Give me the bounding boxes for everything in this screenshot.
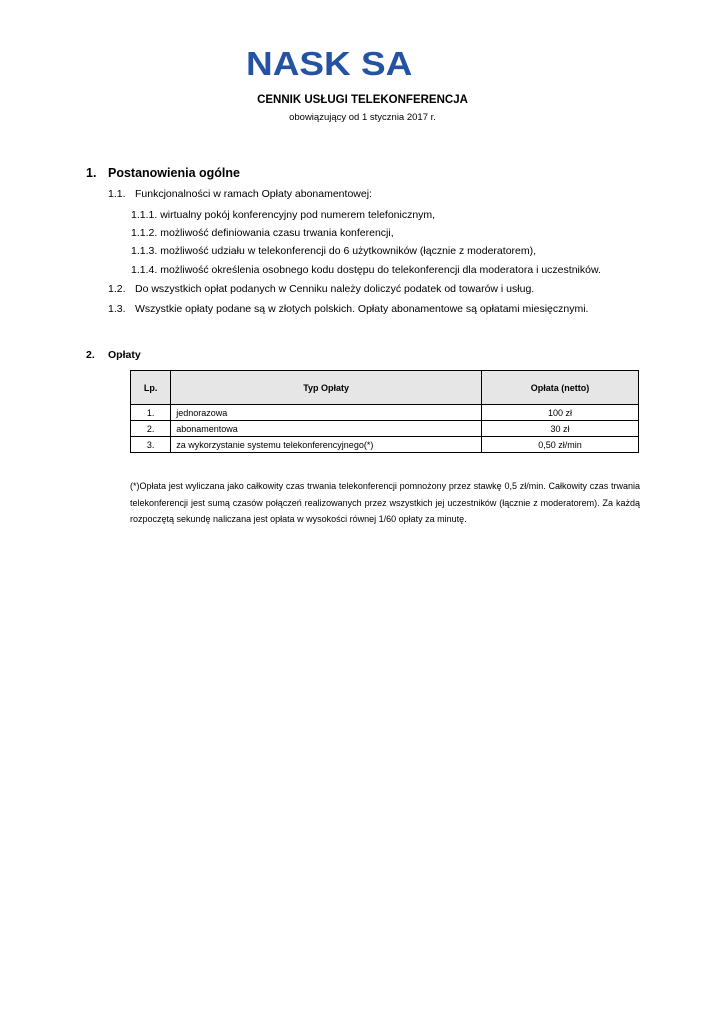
footnote: (*)Opłata jest wyliczana jako całkowity czas trwania telekonferencji pomnożony przez stawkę 0,5 zł/min. Całkowity czas trwania telekonferencji jest sumą czasów połączeń realizowanych przez wszystkich jej uczestników (łącznie z moderatorem). Za każdą rozpoczętą sekundę naliczana jest opłata w wysokości równej 1/60 opłaty za minutę. bbox=[130, 481, 640, 524]
item-number: 1.3. bbox=[108, 303, 126, 315]
list-item-1-1-4 bbox=[131, 264, 601, 276]
cell-fee: 0,50 zł/min bbox=[482, 437, 639, 453]
list-item-1-2 bbox=[108, 283, 534, 295]
column-header-fee: Opłata (netto) bbox=[482, 371, 639, 405]
item-number: 1.1.4. bbox=[131, 264, 158, 276]
item-text: Wszystkie opłaty podane są w złotych polskich. Opłaty abonamentowe są opłatami miesięcznymi. bbox=[135, 303, 589, 315]
section-number: 2. bbox=[86, 349, 95, 361]
item-text: wirtualny pokój konferencyjny pod numerem telefonicznym, bbox=[160, 209, 436, 221]
section-title: Opłaty bbox=[108, 349, 141, 361]
cell-fee: 100 zł bbox=[482, 405, 639, 421]
item-text: możliwość udziału w telekonferencji do 6 użytkowników (łącznie z moderatorem), bbox=[160, 245, 537, 257]
table-row bbox=[131, 405, 639, 421]
item-number: 1.1.1. bbox=[131, 209, 158, 221]
cell-fee: 30 zł bbox=[482, 421, 639, 437]
section-2-heading bbox=[86, 349, 141, 361]
item-text: Funkcjonalności w ramach Opłaty abonamentowej: bbox=[135, 188, 372, 200]
cell-type: jednorazowa bbox=[171, 405, 482, 421]
section-1-heading bbox=[86, 166, 240, 180]
cell-lp: 1. bbox=[131, 405, 171, 421]
cell-lp: 2. bbox=[131, 421, 171, 437]
item-number: 1.1.3. bbox=[131, 245, 158, 257]
section-number: 1. bbox=[86, 166, 97, 180]
table-row bbox=[131, 437, 639, 453]
list-item-1-1-2 bbox=[131, 227, 394, 239]
fees-table bbox=[130, 370, 639, 453]
item-number: 1.2. bbox=[108, 283, 126, 295]
cell-type: za wykorzystanie systemu telekonferencyjnego(*) bbox=[171, 437, 482, 453]
table-row bbox=[131, 421, 639, 437]
table-header-row bbox=[131, 371, 639, 405]
item-text: możliwość określenia osobnego kodu dostępu do telekonferencji dla moderatora i uczestników. bbox=[160, 264, 601, 276]
list-item-1-1-1 bbox=[131, 209, 435, 221]
document-subtitle: obowiązujący od 1 stycznia 2017 r. bbox=[289, 112, 436, 123]
cell-lp: 3. bbox=[131, 437, 171, 453]
column-header-lp: Lp. bbox=[131, 371, 171, 405]
list-item-1-1 bbox=[108, 188, 372, 200]
list-item-1-3 bbox=[108, 303, 588, 315]
item-number: 1.1.2. bbox=[131, 227, 158, 239]
item-text: Do wszystkich opłat podanych w Cenniku należy doliczyć podatek od towarów i usług. bbox=[135, 283, 535, 295]
document-title: CENNIK USŁUGI TELEKONFERENCJA bbox=[257, 94, 468, 106]
list-item-1-1-3 bbox=[131, 245, 536, 257]
item-text: możliwość definiowania czasu trwania konferencji, bbox=[160, 227, 394, 239]
item-number: 1.1. bbox=[108, 188, 126, 200]
cell-type: abonamentowa bbox=[171, 421, 482, 437]
nask-logo: NASK SA bbox=[246, 45, 413, 82]
column-header-type: Typ Opłaty bbox=[171, 371, 482, 405]
section-title: Postanowienia ogólne bbox=[108, 166, 240, 180]
